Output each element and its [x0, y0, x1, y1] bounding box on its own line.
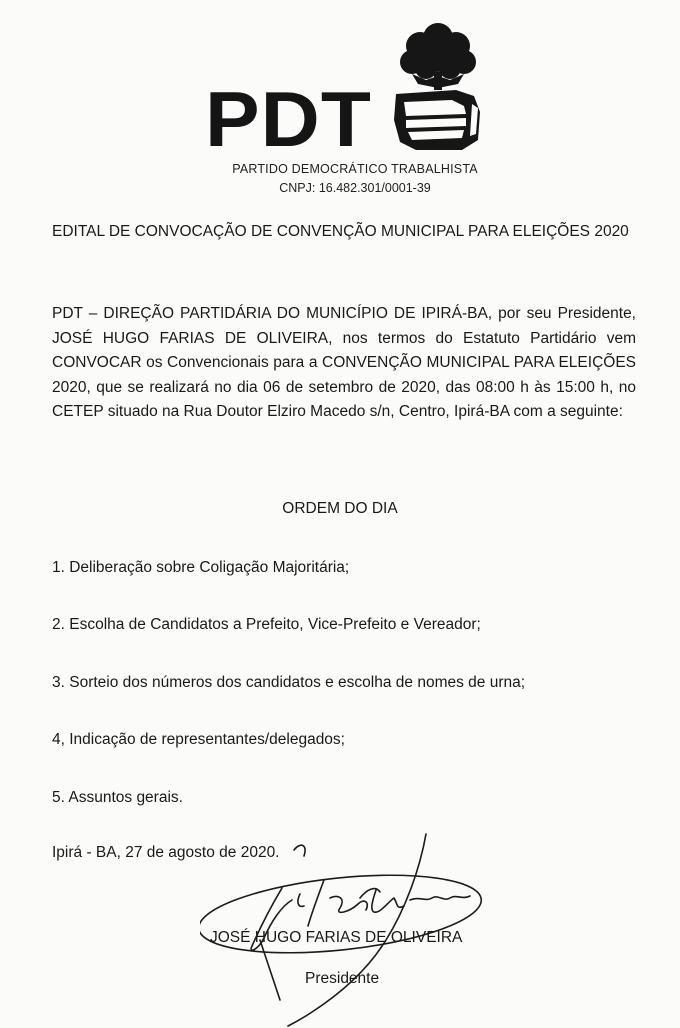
logo-text: PDT [205, 75, 372, 163]
fist-flower-icon [382, 16, 494, 154]
agenda-item: 4, Indicação de representantes/delegados; [52, 731, 345, 748]
agenda-item: 1. Deliberação sobre Coligação Majoritária; [52, 559, 350, 576]
document-title: EDITAL DE CONVOCAÇÃO DE CONVENÇÃO MUNICIPAL PARA ELEIÇÕES 2020 [52, 223, 629, 240]
party-name: PARTIDO DEMOCRÁTICO TRABALHISTA [232, 162, 478, 176]
party-logo [0, 0, 680, 200]
place-date: Ipirá - BA, 27 de agosto de 2020. [52, 844, 280, 861]
convocation-paragraph: PDT – DIREÇÃO PARTIDÁRIA DO MUNICÍPIO DE IPIRÁ-BA, por seu Presidente, JOSÉ HUGO FARIAS DE OLIVEIRA, nos termos do Estatuto Partidário vem CONVOCAR os Convencionais para a CONVENÇÃO MUNICIPAL PARA ELEIÇÕES 2020, que se realizará no dia 06 de setembro de 2020, das 08:00 h às 15:00 h, no CETEP situado na Rua Doutor Elziro Macedo s/n, Centro, Ipirá-BA com a seguinte: [52, 305, 636, 420]
handwritten-signature [200, 828, 500, 1028]
cnpj: CNPJ: 16.482.301/0001-39 [279, 181, 431, 195]
agenda-item: 2. Escolha de Candidatos a Prefeito, Vice-Prefeito e Vereador; [52, 616, 481, 633]
agenda-title: ORDEM DO DIA [282, 500, 398, 517]
signer-name: JOSÉ HUGO FARIAS DE OLIVEIRA [210, 929, 463, 946]
agenda-item: 3. Sorteio dos números dos candidatos e escolha de nomes de urna; [52, 674, 526, 691]
agenda-item: 5. Assuntos gerais. [52, 789, 183, 806]
signer-role: Presidente [305, 970, 380, 987]
